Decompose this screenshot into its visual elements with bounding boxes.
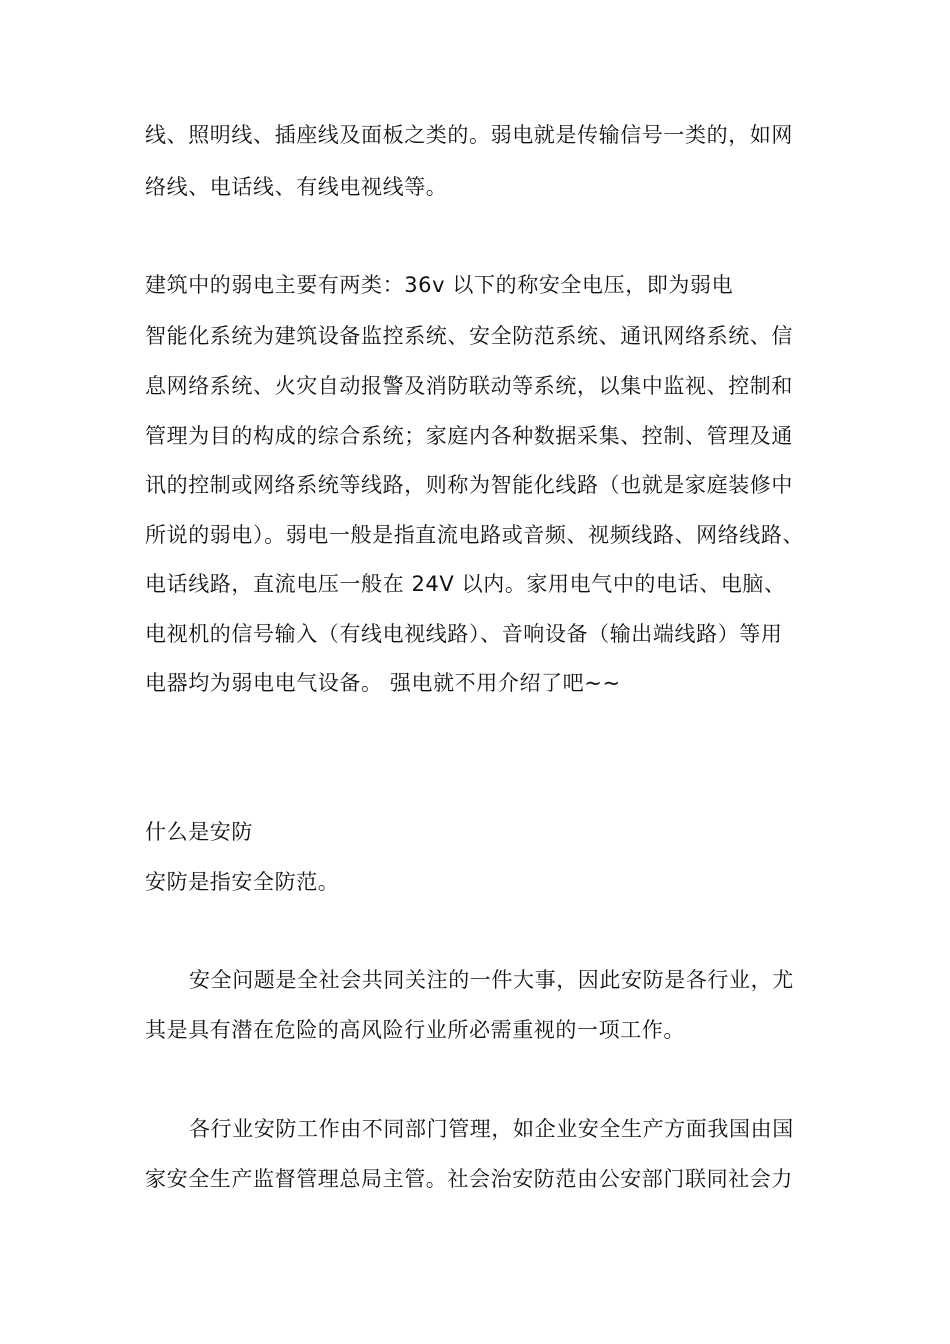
paragraph-line: 电器均为弱电电气设备。 强电就不用介绍了吧~~ [145,671,621,695]
paragraph-line: 讯的控制或网络系统等线路，则称为智能化线路（也就是家庭装修中 [145,473,793,497]
paragraph-line: 息网络系统、火灾自动报警及消防联动等系统，以集中监视、控制和 [145,374,793,398]
paragraph-line: 络线、电话线、有线电视线等。 [145,175,448,199]
section-heading: 什么是安防 [145,820,253,844]
paragraph-line: 建筑中的弱电主要有两类：36v 以下的称安全电压，即为弱电 [145,273,734,297]
paragraph-line: 家安全生产监督管理总局主管。社会治安防范由公安部门联同社会力 [145,1167,793,1191]
paragraph-line: 管理为目的构成的综合系统；家庭内各种数据采集、控制、管理及通 [145,424,793,448]
paragraph-line: 其是具有潜在危险的高风险行业所必需重视的一项工作。 [145,1018,685,1042]
paragraph-line: 各行业安防工作由不同部门管理，如企业安全生产方面我国由国 [189,1117,794,1141]
paragraph-line: 安全问题是全社会共同关注的一件大事，因此安防是各行业，尤 [189,968,794,992]
paragraph-line: 电话线路，直流电压一般在 24V 以内。家用电气中的电话、电脑、 [145,572,786,596]
paragraph-line: 所说的弱电）。弱电一般是指直流电路或音频、视频线路、网络线路、 [145,523,805,547]
paragraph-line: 电视机的信号输入（有线电视线路）、音响设备（输出端线路）等用 [145,622,783,646]
paragraph-line: 智能化系统为建筑设备监控系统、安全防范系统、通讯网络系统、信 [145,324,793,348]
definition-line: 安防是指安全防范。 [145,870,340,894]
paragraph-line: 线、照明线、插座线及面板之类的。弱电就是传输信号一类的，如网 [145,123,793,147]
